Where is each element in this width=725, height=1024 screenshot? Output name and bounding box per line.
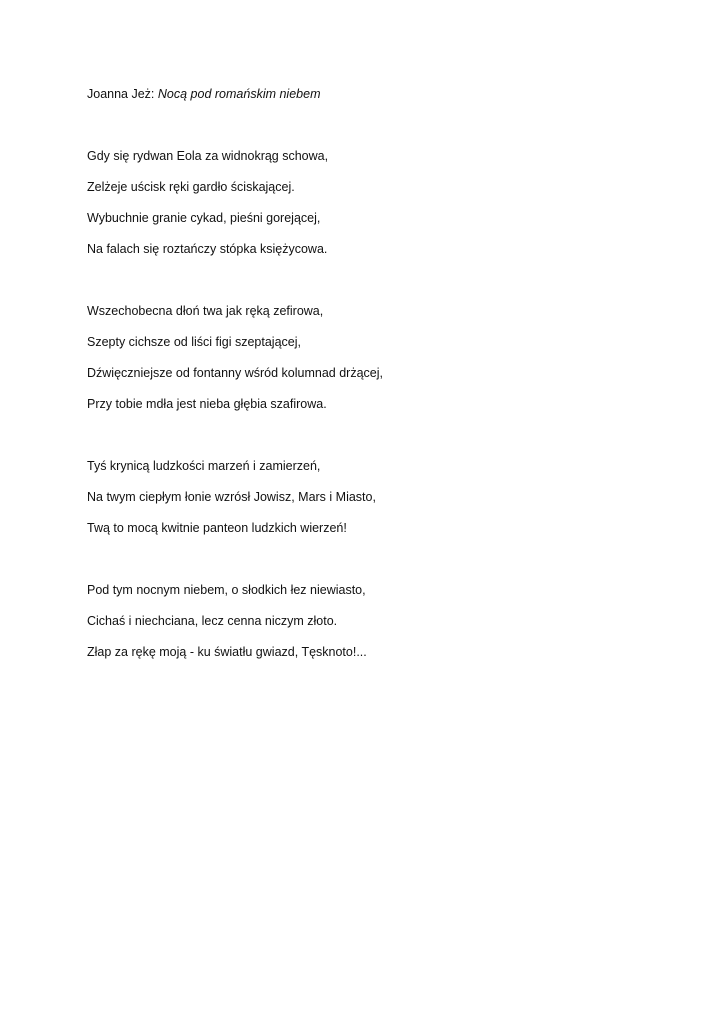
poem-line: Dźwięczniejsze od fontanny wśród kolumnad drżącej, [87, 366, 383, 380]
poem-line: Wszechobecna dłoń twa jak ręką zefirowa, [87, 304, 324, 318]
poem-line: Złap za rękę moją - ku światłu gwiazd, Tęsknoto!... [87, 645, 367, 659]
poem-line: Przy tobie mdła jest nieba głębia szafirowa. [87, 397, 327, 411]
poem-line: Tyś krynicą ludzkości marzeń i zamierzeń, [87, 459, 321, 473]
poem-line: Wybuchnie granie cykad, pieśni gorejącej, [87, 211, 321, 225]
poem-line: Na twym ciepłym łonie wzrósł Jowisz, Mars i Miasto, [87, 490, 376, 504]
poem-author: Joanna Jeż: [87, 87, 155, 101]
poem-line: Szepty cichsze od liści figi szeptającej, [87, 335, 301, 349]
poem-line: Zelżeje uścisk ręki gardło ściskającej. [87, 180, 295, 194]
poem-line: Twą to mocą kwitnie panteon ludzkich wierzeń! [87, 521, 347, 535]
poem-line: Cichaś i niechciana, lecz cenna niczym złoto. [87, 614, 338, 628]
poem-work-title: Nocą pod romańskim niebem [157, 87, 321, 101]
poem-title [87, 86, 320, 102]
poem-line: Na falach się roztańczy stópka księżycowa. [87, 242, 328, 256]
poem-line: Gdy się rydwan Eola za widnokrąg schowa, [87, 149, 329, 163]
poem-line: Pod tym nocnym niebem, o słodkich łez niewiasto, [87, 583, 366, 597]
